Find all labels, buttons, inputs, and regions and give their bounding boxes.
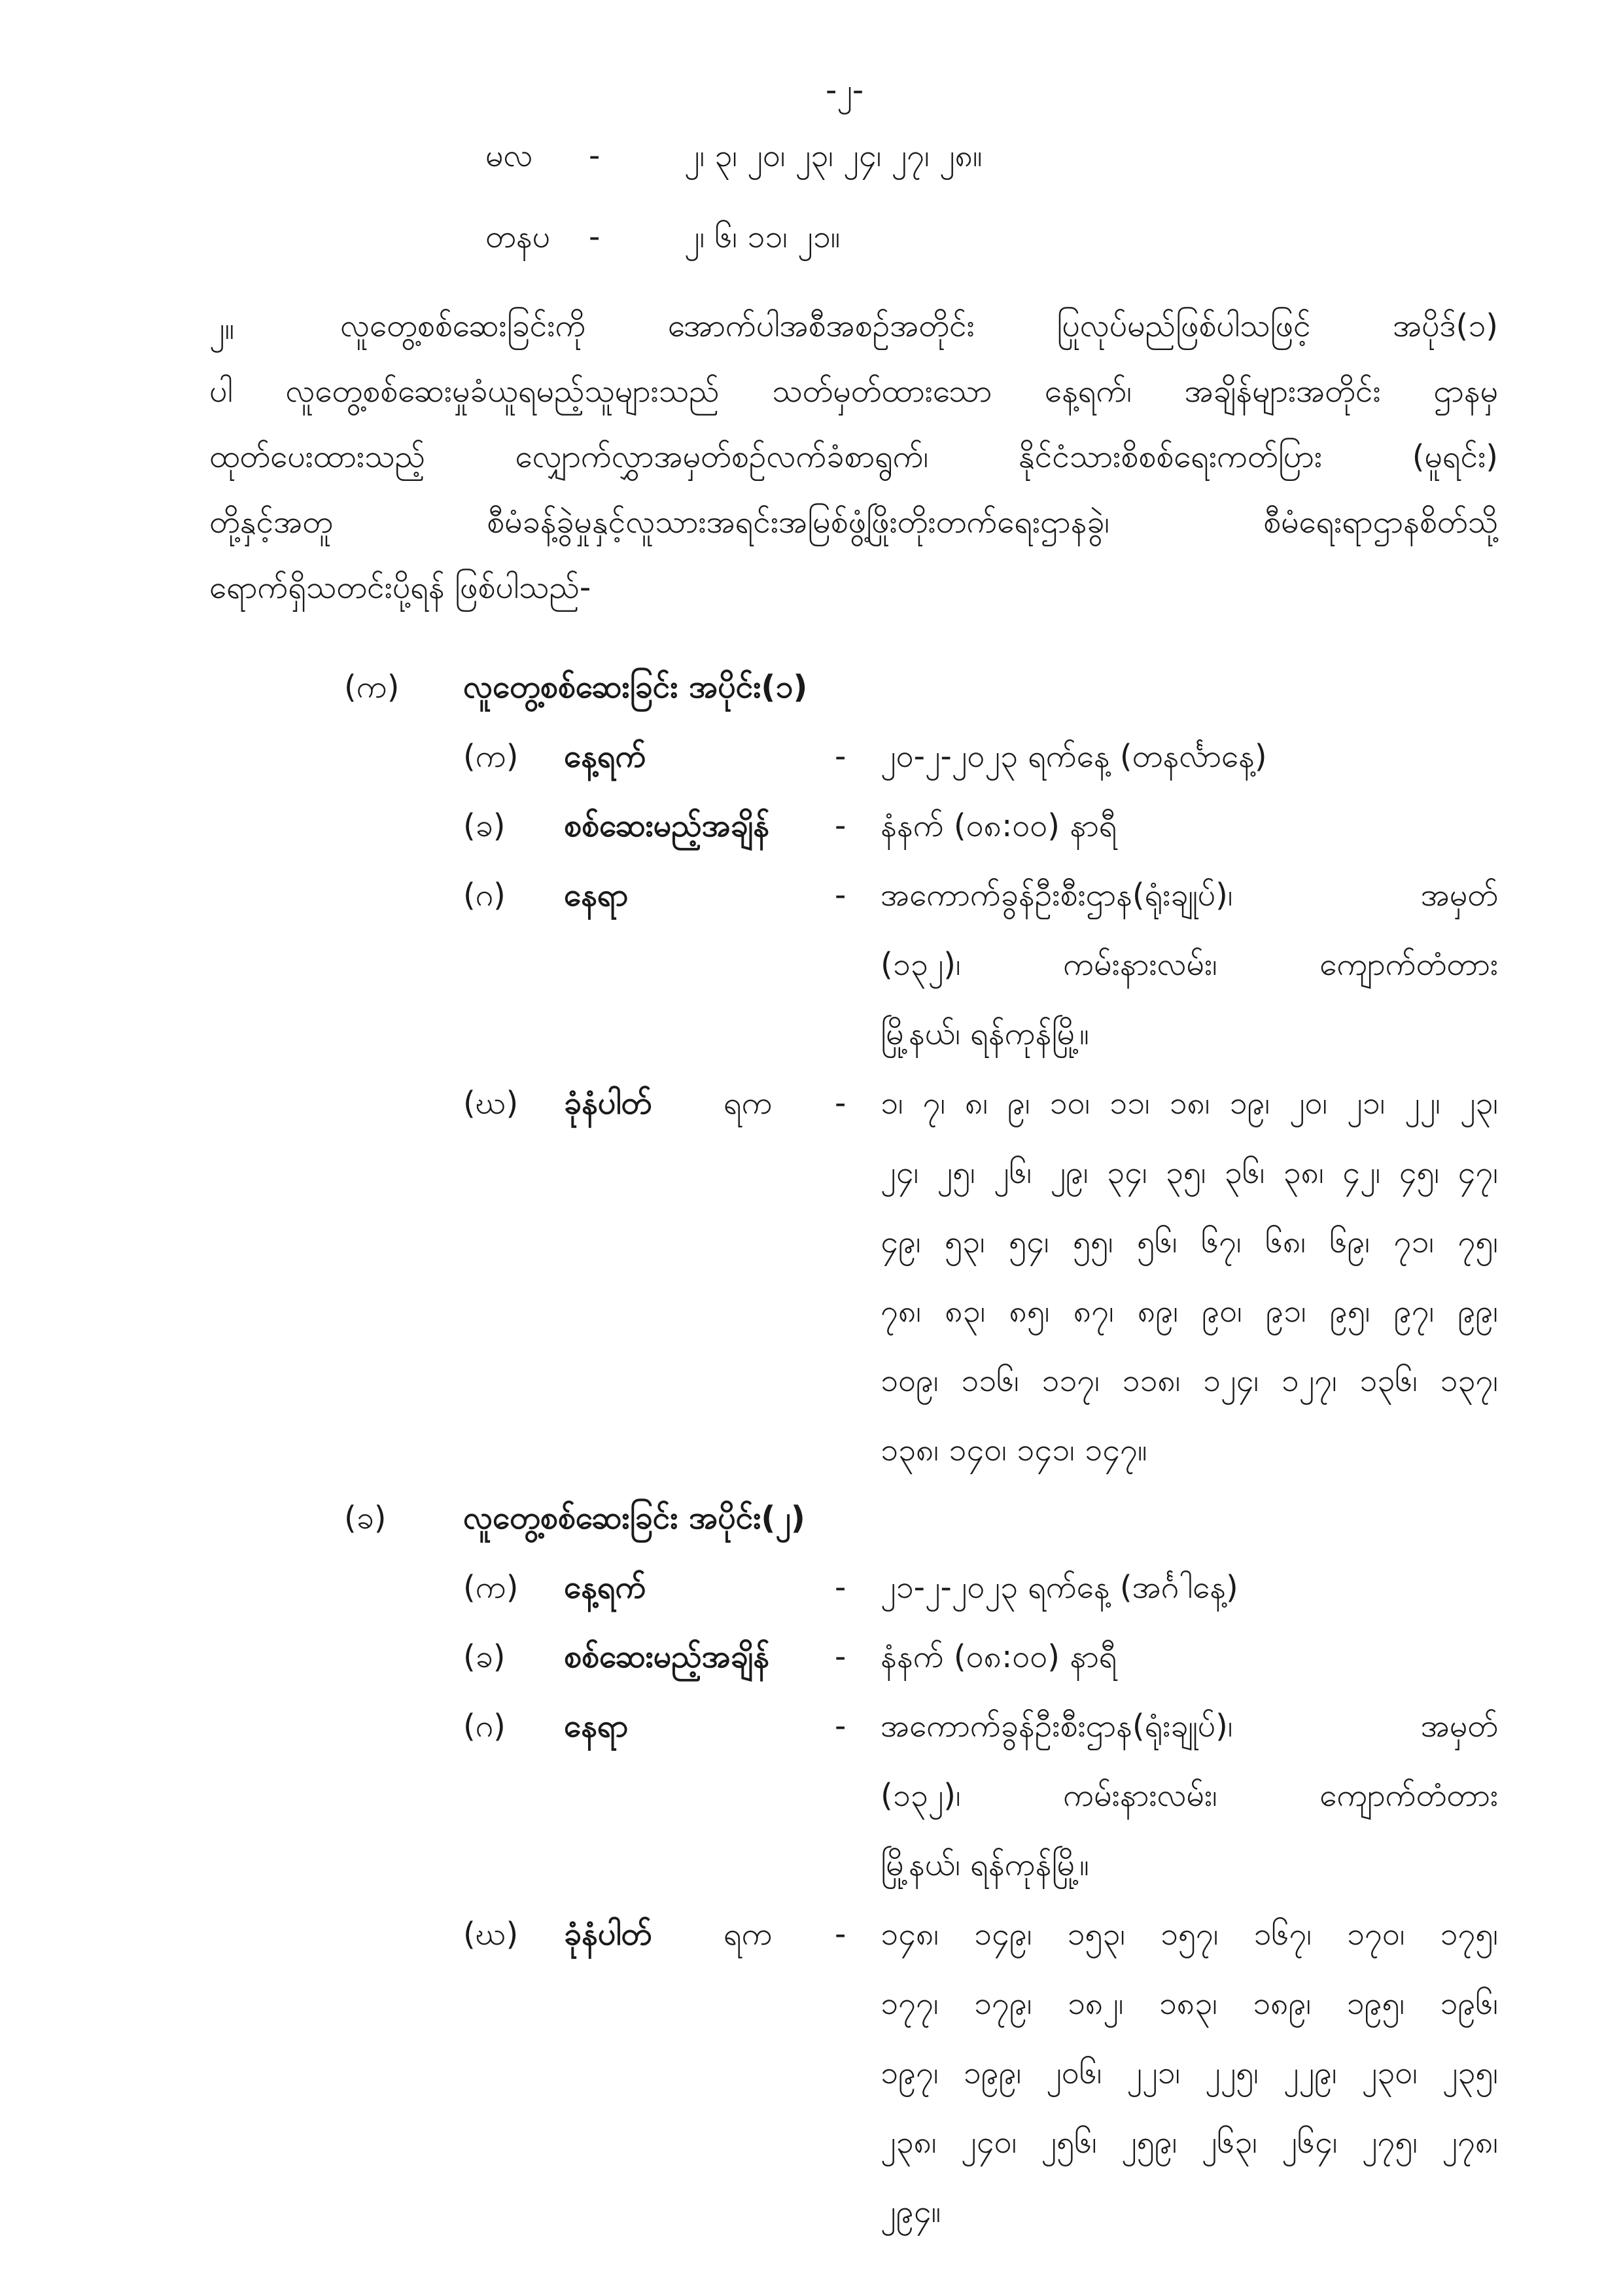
place-line: အကောက်ခွန်ဦးစီးဌာန(ရုံးချုပ်)၊ အမှတ် bbox=[881, 1708, 1498, 1744]
paragraph-line: တို့နှင့်အတူ စီမံခန့်ခွဲမှုနှင့်လူသားအရင်းအမြစ်ဖွံ့ဖြိုးတိုးတက်ရေးဌာနခွဲ၊ စီမံရေးရာဌာနစိတ်သို့ bbox=[209, 504, 1498, 540]
item-dash: - bbox=[835, 1916, 846, 1952]
item-marker: (ဃ) bbox=[463, 1916, 519, 1952]
header-row-label: မလ bbox=[485, 137, 533, 174]
place-line: အကောက်ခွန်ဦးစီးဌာန(ရုံးချုပ်)၊ အမှတ် bbox=[881, 877, 1498, 913]
roll-line: ၂၄၊ ၂၅၊ ၂၆၊ ၂၉၊ ၃၄၊ ၃၅၊ ၃၆၊ ၃၈၊ ၄၂၊ ၄၅၊ ၄၇၊ bbox=[881, 1154, 1498, 1191]
roll-label: ခုံနံပါတ် bbox=[564, 1916, 652, 1952]
date-label: နေ့ရက် bbox=[564, 1569, 646, 1606]
roll-label: ခုံနံပါတ် bbox=[564, 1085, 652, 1122]
paragraph-line: ရောက်ရှိသတင်းပို့ရန် ဖြစ်ပါသည်- bbox=[209, 569, 591, 606]
item-marker: (ဂ) bbox=[463, 1708, 506, 1744]
header-row-values: ၂၊ ၃၊ ၂၀၊ ၂၃၊ ၂၄၊ ၂၇၊ ၂၈။ bbox=[684, 137, 983, 174]
item-marker: (ဂ) bbox=[463, 877, 506, 913]
item-marker: (က) bbox=[463, 738, 519, 775]
roll-line: ၇၈၊ ၈၃၊ ၈၅၊ ၈၇၊ ၈၉၊ ၉၀၊ ၉၁၊ ၉၅၊ ၉၇၊ ၉၉၊ bbox=[881, 1293, 1498, 1330]
paragraph-number: ၂။ bbox=[209, 310, 235, 347]
time-label: စစ်ဆေးမည့်အချိန် bbox=[564, 1638, 770, 1675]
roll-line: ၁၀၉၊ ၁၁၆၊ ၁၁၇၊ ၁၁၈၊ ၁၂၄၊ ၁၂၇၊ ၁၃၆၊ ၁၃၇၊ bbox=[881, 1362, 1498, 1399]
section-title: လူတွေ့စစ်ဆေးခြင်း အပိုင်း(၁) bbox=[463, 669, 808, 705]
paragraph-line: လူတွေ့စစ်ဆေးခြင်းကို အောက်ပါအစီအစဉ်အတိုင်း ပြုလုပ်မည်ဖြစ်ပါသဖြင့် အပိုဒ်(၁) bbox=[340, 308, 1498, 344]
item-dash: - bbox=[835, 1638, 846, 1675]
item-marker: (ဃ) bbox=[463, 1085, 519, 1122]
date-label: နေ့ရက် bbox=[564, 738, 646, 775]
paragraph-line: ပါ လူတွေ့စစ်ဆေးမှုခံယူရမည့်သူများသည် သတ်မှတ်ထားသော နေ့ရက်၊ အချိန်များအတိုင်း ဌာနမှ bbox=[209, 373, 1498, 410]
place-label: နေရာ bbox=[564, 1708, 629, 1744]
roll-line: ၁၊ ၇၊ ၈၊ ၉၊ ၁၀၊ ၁၁၊ ၁၈၊ ၁၉၊ ၂၀၊ ၂၁၊ ၂၂၊ ၂၃၊ bbox=[881, 1085, 1498, 1122]
item-dash: - bbox=[835, 738, 846, 775]
place-label: နေရာ bbox=[564, 877, 629, 913]
roll-line: ၂၉၄။ bbox=[881, 2193, 941, 2230]
roll-line: ၁၃၈၊ ၁၄၀၊ ၁၄၁၊ ၁၄၇။ bbox=[881, 1432, 1147, 1468]
item-dash: - bbox=[835, 1708, 846, 1744]
date-value: ၂၀-၂-၂၀၂၃ ရက်နေ့ (တနင်္လာနေ့) bbox=[881, 738, 1267, 775]
header-row-dash: - bbox=[589, 137, 601, 174]
time-label: စစ်ဆေးမည့်အချိန် bbox=[564, 807, 770, 844]
roll-suffix: ရက bbox=[724, 1085, 773, 1122]
place-line: မြို့နယ်၊ ရန်ကုန်မြို့။ bbox=[881, 1016, 1089, 1052]
header-row-values: ၂၊ ၆၊ ၁၁၊ ၂၁။ bbox=[684, 219, 841, 255]
paragraph-line: ထုတ်ပေးထားသည့် လျှောက်လွှာအမှတ်စဉ်လက်ခံစာရွက်၊ နိုင်ငံသားစိစစ်ရေးကတ်ပြား (မူရင်း) bbox=[209, 438, 1498, 475]
header-row-dash: - bbox=[589, 219, 601, 255]
time-value: နံနက် (၀၈:၀၀) နာရီ bbox=[881, 1638, 1117, 1675]
roll-suffix: ရက bbox=[724, 1916, 773, 1952]
header-row-label: တနပ bbox=[485, 219, 550, 255]
item-dash: - bbox=[835, 1085, 846, 1122]
place-line: မြို့နယ်၊ ရန်ကုန်မြို့။ bbox=[881, 1846, 1089, 1883]
item-dash: - bbox=[835, 877, 846, 913]
date-value: ၂၁-၂-၂၀၂၃ ရက်နေ့ (အင်္ဂါနေ့) bbox=[881, 1569, 1238, 1606]
item-marker: (ခ) bbox=[463, 1638, 506, 1675]
roll-line: ၄၉၊ ၅၃၊ ၅၄၊ ၅၅၊ ၅၆၊ ၆၇၊ ၆၈၊ ၆၉၊ ၇၁၊ ၇၅၊ bbox=[881, 1224, 1498, 1260]
time-value: နံနက် (၀၈:၀၀) နာရီ bbox=[881, 807, 1117, 844]
section-marker: (က) bbox=[344, 669, 400, 705]
item-marker: (က) bbox=[463, 1569, 519, 1606]
roll-line: ၁၉၇၊ ၁၉၉၊ ၂၀၆၊ ၂၂၁၊ ၂၂၅၊ ၂၂၉၊ ၂၃၀၊ ၂၃၅၊ bbox=[881, 2055, 1498, 2091]
page-number: -၂- bbox=[826, 72, 864, 109]
place-line: (၁၃၂)၊ ကမ်းနားလမ်း၊ ကျောက်တံတား bbox=[881, 946, 1498, 983]
item-dash: - bbox=[835, 1569, 846, 1606]
section-title: လူတွေ့စစ်ဆေးခြင်း အပိုင်း(၂) bbox=[463, 1500, 805, 1536]
section-marker: (ခ) bbox=[344, 1500, 387, 1536]
place-line: (၁၃၂)၊ ကမ်းနားလမ်း၊ ကျောက်တံတား bbox=[881, 1777, 1498, 1814]
item-dash: - bbox=[835, 807, 846, 844]
roll-line: ၁၄၈၊ ၁၄၉၊ ၁၅၃၊ ၁၅၇၊ ၁၆၇၊ ၁၇၀၊ ၁၇၅၊ bbox=[881, 1916, 1498, 1952]
roll-line: ၂၃၈၊ ၂၄၀၊ ၂၅၆၊ ၂၅၉၊ ၂၆၃၊ ၂၆၄၊ ၂၇၅၊ ၂၇၈၊ bbox=[881, 2124, 1498, 2161]
roll-line: ၁၇၇၊ ၁၇၉၊ ၁၈၂၊ ၁၈၃၊ ၁၈၉၊ ၁၉၅၊ ၁၉၆၊ bbox=[881, 1985, 1498, 2022]
item-marker: (ခ) bbox=[463, 807, 506, 844]
